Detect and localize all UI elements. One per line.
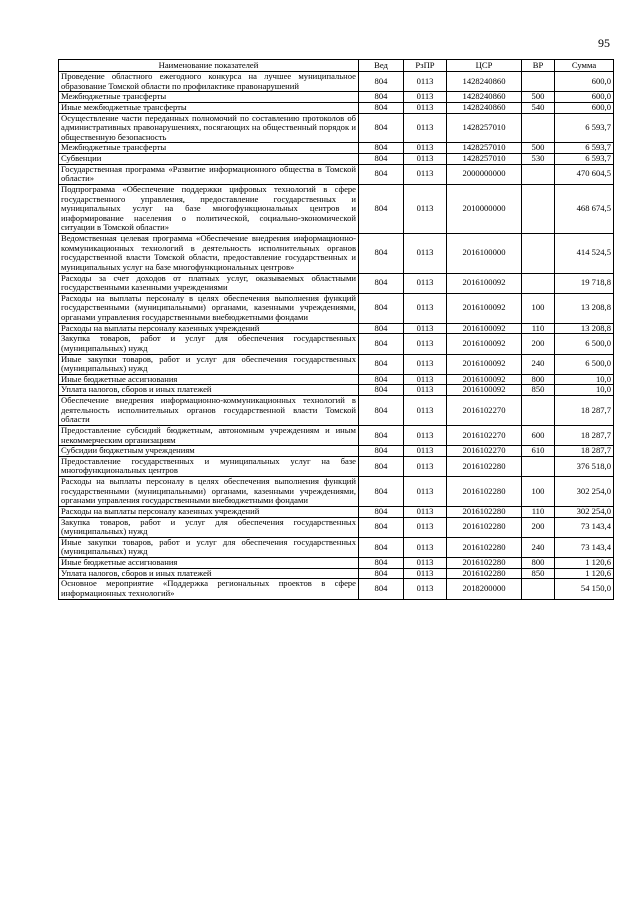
cell-csr: 2016102280 — [447, 517, 522, 537]
table-row — [59, 374, 614, 385]
cell-csr: 2016102270 — [447, 425, 522, 445]
cell-csr: 2016100000 — [447, 234, 522, 274]
cell-name: Уплата налогов, сборов и иных платежей — [59, 568, 359, 579]
cell-name: Иные закупки товаров, работ и услуг для обеспечения государственных (муниципальных) нужд — [59, 537, 359, 557]
cell-csr: 1428257010 — [447, 143, 522, 154]
table-row — [59, 164, 614, 184]
cell-vr — [522, 164, 555, 184]
table-row — [59, 425, 614, 445]
cell-sum: 10,0 — [555, 374, 614, 385]
cell-rzpr: 0113 — [404, 558, 447, 569]
cell-csr: 2016100092 — [447, 293, 522, 323]
cell-sum: 470 604,5 — [555, 164, 614, 184]
cell-name: Субсидии бюджетным учреждениям — [59, 446, 359, 457]
cell-ved: 804 — [359, 537, 404, 557]
cell-name: Иные закупки товаров, работ и услуг для обеспечения государственных (муниципальных) нужд — [59, 354, 359, 374]
cell-sum: 13 208,8 — [555, 293, 614, 323]
cell-vr: 200 — [522, 517, 555, 537]
cell-name: Подпрограмма «Обеспечение поддержки цифровых технологий в сфере государственного управления, предоставление государственных и муниципальных услуг на базе многофункциональных центров и информирование населения о политической, социально-экономической ситуации в Томской области» — [59, 184, 359, 233]
cell-ved: 804 — [359, 184, 404, 233]
cell-csr: 2016102280 — [447, 537, 522, 557]
cell-rzpr: 0113 — [404, 374, 447, 385]
cell-name: Расходы на выплаты персоналу казенных учреждений — [59, 506, 359, 517]
cell-rzpr: 0113 — [404, 154, 447, 165]
cell-name: Межбюджетные трансферты — [59, 143, 359, 154]
cell-name: Предоставление субсидий бюджетным, автономным учреждениям и иным некоммерческим организациям — [59, 425, 359, 445]
cell-vr: 100 — [522, 293, 555, 323]
table-row — [59, 579, 614, 599]
cell-ved: 804 — [359, 334, 404, 354]
cell-ved: 804 — [359, 579, 404, 599]
cell-csr: 2016100092 — [447, 354, 522, 374]
table-body — [59, 72, 614, 600]
cell-rzpr: 0113 — [404, 425, 447, 445]
table-row — [59, 334, 614, 354]
cell-name: Иные бюджетные ассигнования — [59, 374, 359, 385]
cell-name: Проведение областного ежегодного конкурса на лучшее муниципальное образование Томской области по профилактике правонарушений — [59, 72, 359, 92]
table-row — [59, 506, 614, 517]
cell-name: Осуществление части переданных полномочий по составлению протоколов об административных правонарушениях, посягающих на общественный порядок и общественную безопасность — [59, 113, 359, 143]
cell-sum: 1 120,6 — [555, 558, 614, 569]
cell-rzpr: 0113 — [404, 579, 447, 599]
cell-sum: 73 143,4 — [555, 537, 614, 557]
header-vr: ВР — [522, 60, 555, 72]
header-ved: Вед — [359, 60, 404, 72]
cell-ved: 804 — [359, 323, 404, 334]
table-row — [59, 446, 614, 457]
cell-rzpr: 0113 — [404, 323, 447, 334]
cell-vr: 800 — [522, 558, 555, 569]
cell-vr — [522, 579, 555, 599]
table-row — [59, 234, 614, 274]
cell-rzpr: 0113 — [404, 143, 447, 154]
cell-csr: 2016102280 — [447, 568, 522, 579]
cell-rzpr: 0113 — [404, 273, 447, 293]
table-row — [59, 477, 614, 507]
cell-vr: 240 — [522, 537, 555, 557]
table-row — [59, 154, 614, 165]
cell-vr: 800 — [522, 374, 555, 385]
table-row — [59, 568, 614, 579]
table-row — [59, 537, 614, 557]
table-row — [59, 92, 614, 103]
cell-rzpr: 0113 — [404, 354, 447, 374]
cell-sum: 376 518,0 — [555, 456, 614, 476]
cell-name: Расходы на выплаты персоналу в целях обеспечения выполнения функций государственными (муниципальными) органами, казенными учреждениями, органами управления государственными внебюджетными фондами — [59, 477, 359, 507]
table-row — [59, 113, 614, 143]
cell-sum: 1 120,6 — [555, 568, 614, 579]
cell-sum: 6 593,7 — [555, 154, 614, 165]
cell-rzpr: 0113 — [404, 102, 447, 113]
cell-ved: 804 — [359, 273, 404, 293]
cell-sum: 600,0 — [555, 72, 614, 92]
cell-sum: 302 254,0 — [555, 477, 614, 507]
table-row — [59, 456, 614, 476]
cell-sum: 18 287,7 — [555, 446, 614, 457]
cell-csr: 2016100092 — [447, 385, 522, 396]
cell-vr — [522, 396, 555, 426]
cell-name: Государственная программа «Развитие информационного общества в Томской области» — [59, 164, 359, 184]
cell-ved: 804 — [359, 517, 404, 537]
table-row — [59, 102, 614, 113]
cell-sum: 600,0 — [555, 92, 614, 103]
table-row — [59, 354, 614, 374]
cell-vr: 110 — [522, 323, 555, 334]
cell-ved: 804 — [359, 102, 404, 113]
cell-ved: 804 — [359, 354, 404, 374]
cell-vr — [522, 113, 555, 143]
cell-vr — [522, 72, 555, 92]
cell-vr: 110 — [522, 506, 555, 517]
cell-ved: 804 — [359, 385, 404, 396]
cell-rzpr: 0113 — [404, 293, 447, 323]
budget-table — [58, 59, 614, 600]
cell-rzpr: 0113 — [404, 234, 447, 274]
cell-vr: 500 — [522, 143, 555, 154]
cell-rzpr: 0113 — [404, 72, 447, 92]
cell-vr — [522, 234, 555, 274]
cell-name: Иные межбюджетные трансферты — [59, 102, 359, 113]
cell-csr: 2016102280 — [447, 456, 522, 476]
cell-ved: 804 — [359, 234, 404, 274]
table-row — [59, 293, 614, 323]
cell-vr: 500 — [522, 92, 555, 103]
cell-vr: 850 — [522, 568, 555, 579]
cell-name: Основное мероприятие «Поддержка региональных проектов в сфере информационных технологий» — [59, 579, 359, 599]
cell-ved: 804 — [359, 113, 404, 143]
cell-csr: 2016102280 — [447, 558, 522, 569]
cell-vr: 100 — [522, 477, 555, 507]
cell-ved: 804 — [359, 446, 404, 457]
table-row — [59, 558, 614, 569]
header-rzpr: РзПР — [404, 60, 447, 72]
cell-rzpr: 0113 — [404, 184, 447, 233]
cell-csr: 2016100092 — [447, 334, 522, 354]
table-row — [59, 517, 614, 537]
cell-csr: 2016100092 — [447, 323, 522, 334]
cell-sum: 600,0 — [555, 102, 614, 113]
cell-vr: 600 — [522, 425, 555, 445]
table-row — [59, 323, 614, 334]
cell-csr: 2000000000 — [447, 164, 522, 184]
table-row — [59, 273, 614, 293]
cell-name: Предоставление государственных и муниципальных услуг на базе многофункциональных центров — [59, 456, 359, 476]
cell-sum: 73 143,4 — [555, 517, 614, 537]
cell-csr: 2016102270 — [447, 446, 522, 457]
cell-csr: 1428240860 — [447, 72, 522, 92]
cell-rzpr: 0113 — [404, 477, 447, 507]
cell-name: Расходы за счет доходов от платных услуг, оказываемых областными государственными казенными учреждениями — [59, 273, 359, 293]
cell-vr: 610 — [522, 446, 555, 457]
cell-csr: 2016102280 — [447, 477, 522, 507]
cell-ved: 804 — [359, 568, 404, 579]
cell-rzpr: 0113 — [404, 334, 447, 354]
cell-sum: 6 593,7 — [555, 143, 614, 154]
cell-ved: 804 — [359, 456, 404, 476]
cell-ved: 804 — [359, 425, 404, 445]
cell-csr: 2016102270 — [447, 396, 522, 426]
cell-ved: 804 — [359, 477, 404, 507]
cell-rzpr: 0113 — [404, 537, 447, 557]
cell-vr: 240 — [522, 354, 555, 374]
table-row — [59, 396, 614, 426]
cell-rzpr: 0113 — [404, 568, 447, 579]
cell-vr: 540 — [522, 102, 555, 113]
cell-csr: 2016102280 — [447, 506, 522, 517]
cell-ved: 804 — [359, 72, 404, 92]
cell-rzpr: 0113 — [404, 113, 447, 143]
cell-name: Субвенции — [59, 154, 359, 165]
cell-csr: 1428257010 — [447, 154, 522, 165]
cell-csr: 1428240860 — [447, 92, 522, 103]
cell-sum: 6 500,0 — [555, 334, 614, 354]
cell-rzpr: 0113 — [404, 396, 447, 426]
cell-vr: 850 — [522, 385, 555, 396]
header-sum: Сумма — [555, 60, 614, 72]
table-header-row — [59, 60, 614, 72]
cell-name: Закупка товаров, работ и услуг для обеспечения государственных (муниципальных) нужд — [59, 334, 359, 354]
cell-vr — [522, 273, 555, 293]
cell-vr — [522, 184, 555, 233]
cell-csr: 2010000000 — [447, 184, 522, 233]
cell-name: Уплата налогов, сборов и иных платежей — [59, 385, 359, 396]
cell-sum: 18 287,7 — [555, 396, 614, 426]
cell-rzpr: 0113 — [404, 506, 447, 517]
cell-vr: 200 — [522, 334, 555, 354]
cell-name: Закупка товаров, работ и услуг для обеспечения государственных (муниципальных) нужд — [59, 517, 359, 537]
cell-rzpr: 0113 — [404, 456, 447, 476]
cell-sum: 414 524,5 — [555, 234, 614, 274]
cell-vr: 530 — [522, 154, 555, 165]
cell-sum: 19 718,8 — [555, 273, 614, 293]
cell-csr: 2016100092 — [447, 273, 522, 293]
cell-ved: 804 — [359, 164, 404, 184]
cell-ved: 804 — [359, 374, 404, 385]
cell-name: Расходы на выплаты персоналу казенных учреждений — [59, 323, 359, 334]
cell-name: Иные бюджетные ассигнования — [59, 558, 359, 569]
cell-sum: 18 287,7 — [555, 425, 614, 445]
cell-name: Ведомственная целевая программа «Обеспечение внедрения информационно-коммуникационных технологий в деятельность исполнительных органов государственной власти Томской области, предоставление государственных и муниципальных услуг на базе многофункциональных центров» — [59, 234, 359, 274]
cell-rzpr: 0113 — [404, 164, 447, 184]
table-row — [59, 72, 614, 92]
table-row — [59, 385, 614, 396]
header-csr: ЦСР — [447, 60, 522, 72]
cell-name: Расходы на выплаты персоналу в целях обеспечения выполнения функций государственными (муниципальными) органами, казенными учреждениями, органами управления государственными внебюджетными фондами — [59, 293, 359, 323]
cell-sum: 468 674,5 — [555, 184, 614, 233]
cell-ved: 804 — [359, 154, 404, 165]
cell-sum: 6 500,0 — [555, 354, 614, 374]
table-row — [59, 143, 614, 154]
cell-sum: 302 254,0 — [555, 506, 614, 517]
table-row — [59, 184, 614, 233]
cell-csr: 2018200000 — [447, 579, 522, 599]
cell-rzpr: 0113 — [404, 446, 447, 457]
page-number: 95 — [598, 36, 610, 50]
header-name: Наименование показателей — [59, 60, 359, 72]
cell-name: Межбюджетные трансферты — [59, 92, 359, 103]
cell-sum: 13 208,8 — [555, 323, 614, 334]
cell-ved: 804 — [359, 293, 404, 323]
cell-rzpr: 0113 — [404, 517, 447, 537]
cell-csr: 1428240860 — [447, 102, 522, 113]
cell-ved: 804 — [359, 92, 404, 103]
cell-ved: 804 — [359, 558, 404, 569]
cell-ved: 804 — [359, 143, 404, 154]
cell-csr: 1428257010 — [447, 113, 522, 143]
cell-ved: 804 — [359, 506, 404, 517]
cell-ved: 804 — [359, 396, 404, 426]
cell-sum: 54 150,0 — [555, 579, 614, 599]
cell-rzpr: 0113 — [404, 385, 447, 396]
cell-name: Обеспечение внедрения информационно-коммуникационных технологий в деятельность исполнительных органов государственной власти Томской области — [59, 396, 359, 426]
cell-rzpr: 0113 — [404, 92, 447, 103]
cell-sum: 6 593,7 — [555, 113, 614, 143]
cell-csr: 2016100092 — [447, 374, 522, 385]
cell-sum: 10,0 — [555, 385, 614, 396]
cell-vr — [522, 456, 555, 476]
